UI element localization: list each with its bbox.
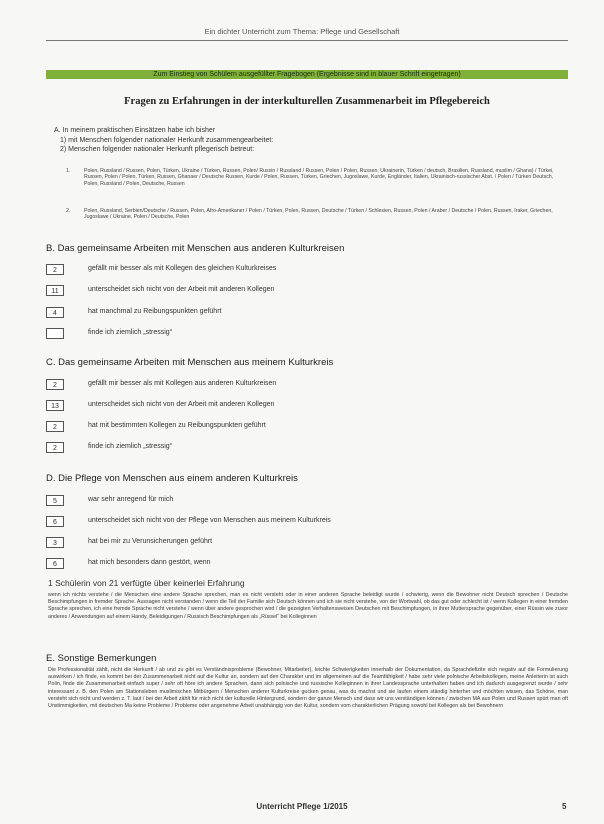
section-b-option: [46, 328, 566, 340]
header-divider: [46, 40, 568, 41]
section-b-title: B. Das gemeinsame Arbeiten mit Menschen aus anderen Kulturkreisen: [46, 243, 345, 254]
intro-subline: 2) Menschen folgender nationaler Herkunft pflegerisch betreut:: [60, 146, 255, 153]
count-box: 5: [46, 495, 64, 506]
option-label: hat mit bestimmten Kollegen zu Reibungspunkten geführt: [88, 422, 266, 429]
journal-issue: Unterricht Pflege 1/2015: [256, 802, 348, 811]
section-e-title: E. Sonstige Bemerkungen: [46, 653, 157, 664]
highlight-banner: Zum Einstieg von Schülern ausgefüllter Fragebogen (Ergebnisse sind in blauer Schrift eingetragen): [46, 70, 568, 79]
count-box: 4: [46, 307, 64, 318]
option-label: hat bei mir zu Verunsicherungen geführt: [88, 538, 213, 545]
section-d-option: [46, 495, 566, 507]
section-c-title: C. Das gemeinsame Arbeiten mit Menschen aus meinem Kulturkreis: [46, 357, 334, 368]
intro-block: [54, 126, 574, 155]
count-box: 2: [46, 442, 64, 453]
intro-line: A. In meinem praktischen Einsätzen habe ich bisher: [54, 127, 216, 134]
page-number: 5: [562, 802, 567, 811]
section-d-option: [46, 516, 566, 528]
option-label: unterscheidet sich nicht von der Arbeit mit anderen Kollegen: [88, 286, 275, 293]
answer-list-item: [66, 208, 566, 221]
count-box: 13: [46, 400, 64, 411]
section-c-option: [46, 421, 566, 433]
option-label: hat manchmal zu Reibungspunkten geführt: [88, 308, 222, 315]
count-box: 2: [46, 421, 64, 432]
intro-subline: 1) mit Menschen folgender nationaler Herkunft zusammengearbeitet:: [60, 136, 274, 144]
section-d-title: D. Die Pflege von Menschen aus einem anderen Kulturkreis: [46, 473, 298, 484]
option-label: gefällt mir besser als mit Kollegen des gleichen Kulturkreises: [88, 265, 277, 272]
option-label: unterscheidet sich nicht von der Pflege von Menschen aus meinem Kulturkreis: [88, 517, 331, 524]
item-text: Polen, Russland / Russen, Polen, Türken, Ukraine / Türken, Russen, Polen/ Russin / Russland / Russen, Polen / Polen, Russen, Ukrainerin, Türken / deutsch, Brasilien, Russland, muslim / Ghana) / Türkei, Russen, Polen / Polen, Türken, Russen, Ghanaer / Deutsche Russen, Kurde / Polen, Russen, Türken, Griechen, Jugoslawe, Kurde, Engländer, Italien, Ukrainisch-russischer Abst. / Polen / Türken Deutsch, Polen, Russland / Polen, Deutsche, Russen: [84, 168, 554, 187]
section-d-responses: wenn ich nichts verstehe / die Menschen eine andere Sprache sprechen, man es nicht versteht oder in einer anderen Sprache beleidigt wurde / schwierig, wenn die Bewohner nicht Deutsch sprechen / Deutsche Beschimpfungen in fremder Sprache. Aussagen nicht verstanden / wenn die Teil der Familie sich Deutsch können und ich sie nicht verstehe, von der Wortwahl, ob das gut oder schlecht ist / wenn Kollegen in einer fremden Sprache sprechen, ich eine fremde Sprache nicht verstehe / wenn über andere gesprochen wird / die gezeigten Verhaltensweisen Deutschen mit Beschimpfungen, in ihrer Muttersprache gegenüber, einer Rüssin wie zuvor anderes / Anwendungen auf einem Handy, Beleidigungen / Russisch Beschimpfungen als „Rüssel“ bei Kolleginnen: [48, 592, 568, 620]
section-d-option: [46, 537, 566, 549]
option-label: finde ich ziemlich „stressig“: [88, 329, 173, 336]
section-d-option: [46, 558, 566, 570]
experience-note: 1 Schülerin von 21 verfügte über keinerlei Erfahrung: [48, 578, 245, 588]
section-b-option: [46, 307, 566, 319]
count-box: 11: [46, 285, 64, 296]
count-box: 6: [46, 516, 64, 527]
item-number: 1.: [66, 168, 71, 174]
document-title: Fragen zu Erfahrungen in der interkulturellen Zusammenarbeit im Pflegebereich: [124, 96, 490, 107]
count-box: 2: [46, 379, 64, 390]
count-box: [46, 328, 64, 339]
count-box: 3: [46, 537, 64, 548]
option-label: unterscheidet sich nicht von der Arbeit mit anderen Kollegen: [88, 401, 275, 408]
count-box: 6: [46, 558, 64, 569]
answer-list-item: [66, 168, 566, 187]
running-header: Ein dichter Unterricht zum Thema: Pflege und Gesellschaft: [204, 27, 400, 36]
section-c-option: [46, 442, 566, 454]
option-label: finde ich ziemlich „stressig“: [88, 443, 173, 450]
section-c-option: [46, 379, 566, 391]
section-e-text: Die Professionalität zählt, nicht die Herkunft / ab und zu gibt es Verständnisprobleme (Bewohner, Mitarbeiter), leichte Schwierigkeiten innerhalb der Dokumentation, da Sprachdefizite sich negativ auf die Formulierung auswirken / ich finde, es kommt bei der Zusammenarbeit nicht auf die Kultur an, sondern auf den Charakter und im allgemeinen auf die Teamfähigkeit / habe sehr viele polnische Arbeitskollegen, meine Anleiterin ist auch Polin, finde die Zusammenarbeit einfach super / sehr oft höre ich andere Sprachen, dann sich polnische und russische Kolleginnen in ihrer Landessprache unterhalten haben und ich dadurch ausgegrenzt wurde / sehr interessant z. B. den Polen am Stationsleben muslimischen Mitbürgern / Menschen anderer Kulturkreise gucken genau, was du machst und sie laufen einem ständig hinterher und möchten wissen, das Schöne, man versteht sich nicht und werden z. T. laut / bei der Arbeit zählt für mich nicht der kulturelle Hintergrund, sondern der ganze Mensch und dass wir uns verständigen können / zwischen MA aus Polen und Russen spürt man oft Unstimmigkeiten, mit deutschen Ma keine Probleme / Probleme oder angenehme Arbeit unabhängig von der Kultur, sondern vom charakterlichen Prägung sowohl bei Kollegen als bei Bewohnern: [48, 667, 568, 710]
count-box: 2: [46, 264, 64, 275]
section-c-option: [46, 400, 566, 412]
item-text: Polen, Russland, Serbien/Deutsche / Russen, Polen, Afro-Amerikaner / Polen / Türken, Polen, Russen, Deutsche / Türken / Schlesien, Russen, Polen / Araber / Deutsche / Polen, Russen, Iraker, Griechen, Jugoslawe / Ukraine, Polen / Deutsche, Polen: [84, 208, 553, 221]
option-label: gefällt mir besser als mit Kollegen aus anderen Kulturkreisen: [88, 380, 277, 387]
item-number: 2.: [66, 208, 71, 214]
option-label: war sehr anregend für mich: [88, 496, 174, 503]
option-label: hat mich besonders dann gestört, wenn: [88, 559, 211, 566]
section-b-option: [46, 285, 566, 297]
section-b-option: [46, 264, 566, 276]
